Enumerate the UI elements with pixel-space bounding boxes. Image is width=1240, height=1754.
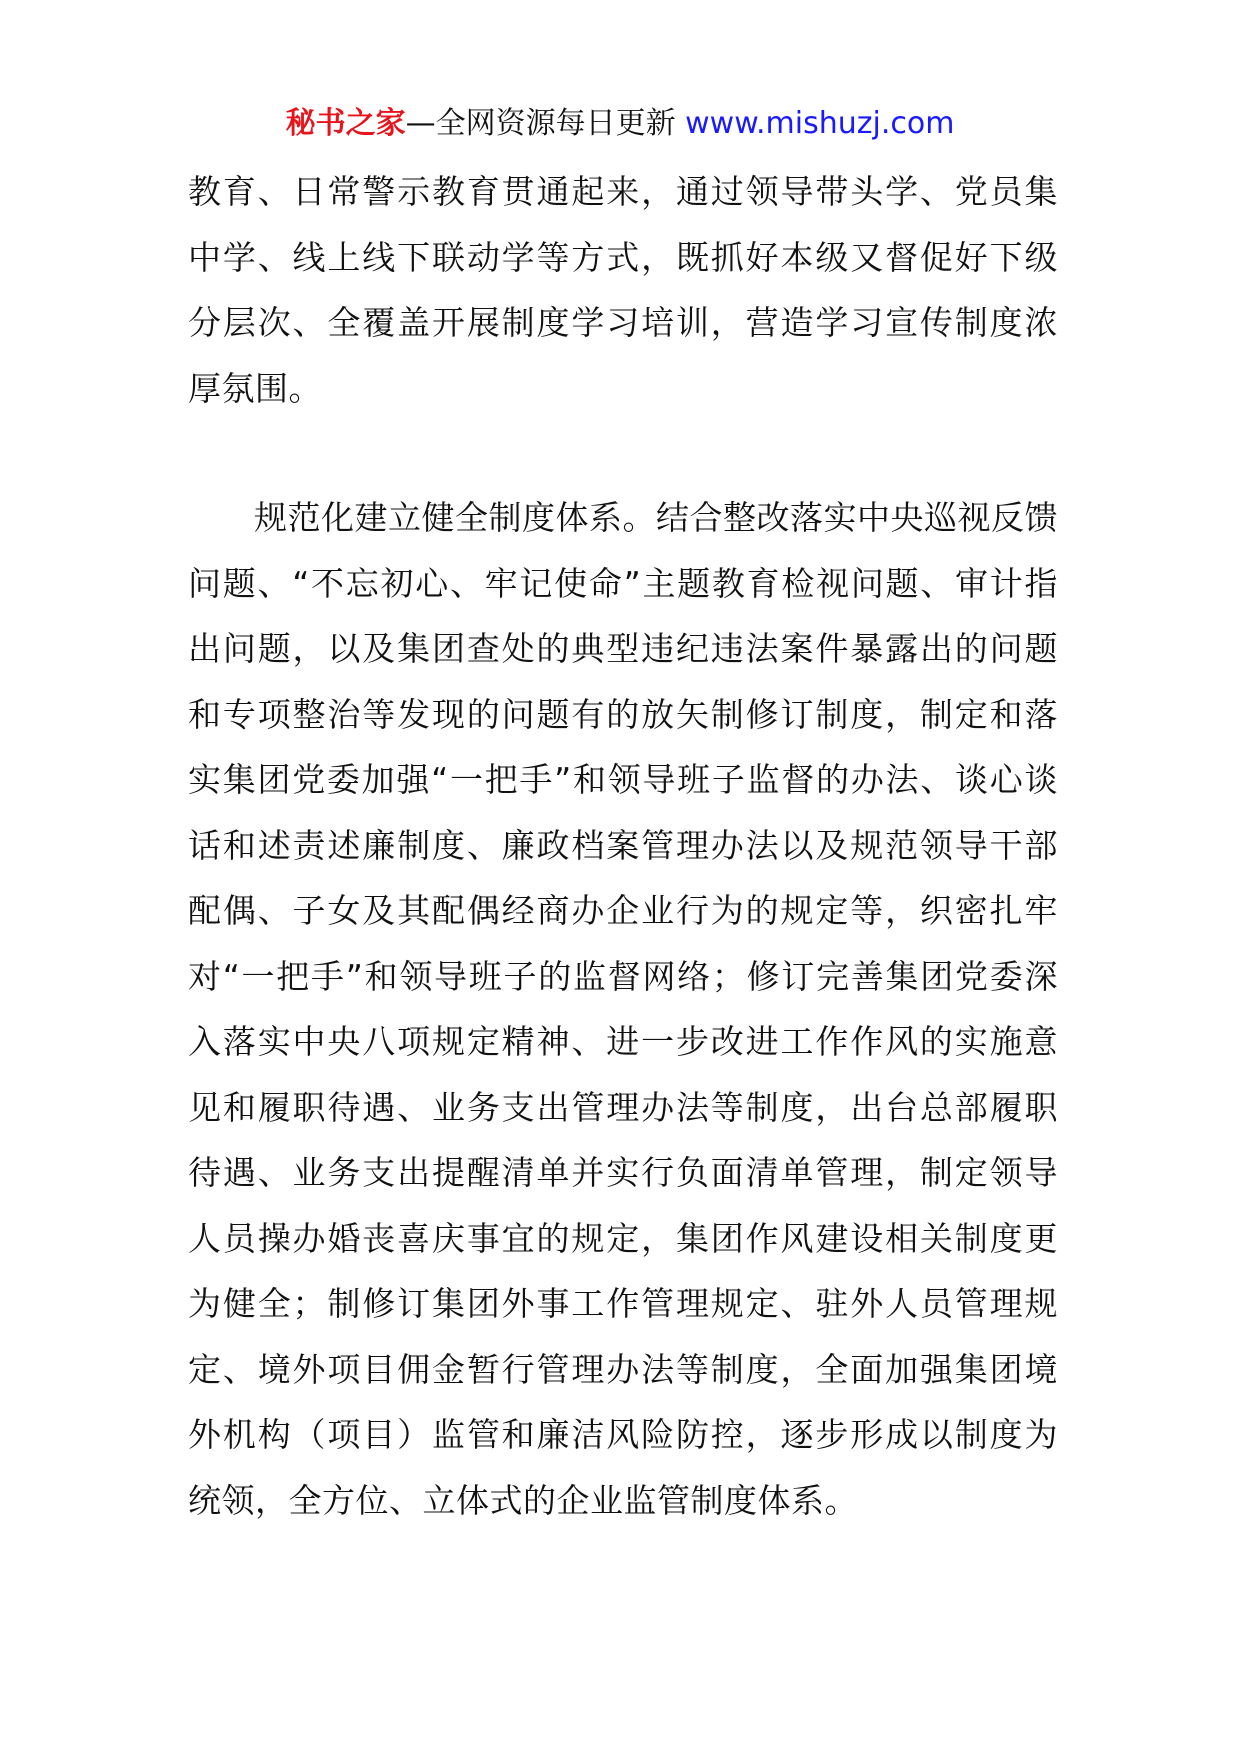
header-tagline: —全网资源每日更新 <box>405 106 676 141</box>
brand-name: 秘书之家 <box>285 106 406 141</box>
site-url-link[interactable]: www.mishuzj.com <box>685 106 955 141</box>
paragraph-continuation: 教育、日常警示教育贯通起来，通过领导带头学、党员集中学、线上线下联动学等方式，既抓好本级又督促好下级分层次、全覆盖开展制度学习培训，营造学习宣传制度浓厚氛围。 <box>188 172 1058 408</box>
paragraph-system-building: 规范化建立健全制度体系。结合整改落实中央巡视反馈问题、“不忘初心、牢记使命”主题教育检视问题、审计指出问题，以及集团查处的典型违纪违法案件暴露出的问题和专项整治等发现的问题有的放矢制修订制度，制定和落实集团党委加强“一把手”和领导班子监督的办法、谈心谈话和述责述廉制度、廉政档案管理办法以及规范领导干部配偶、子女及其配偶经商办企业行为的规定等，织密扎牢对“一把手”和领导班子的监督网络；修订完善集团党委深入落实中央八项规定精神、进一步改进工作作风的实施意见和履职待遇、业务支出管理办法等制度，出台总部履职待遇、业务支出提醒清单并实行负面清单管理，制定领导人员操办婚丧喜庆事宜的规定，集团作风建设相关制度更为健全；制修订集团外事工作管理规定、驻外人员管理规定、境外项目佣金暂行管理办法等制度，全面加强集团境外机构（项目）监管和廉洁风险防控，逐步形成以制度为统领，全方位、立体式的企业监管制度体系。 <box>188 498 1058 1520</box>
site-header <box>0 100 1240 148</box>
